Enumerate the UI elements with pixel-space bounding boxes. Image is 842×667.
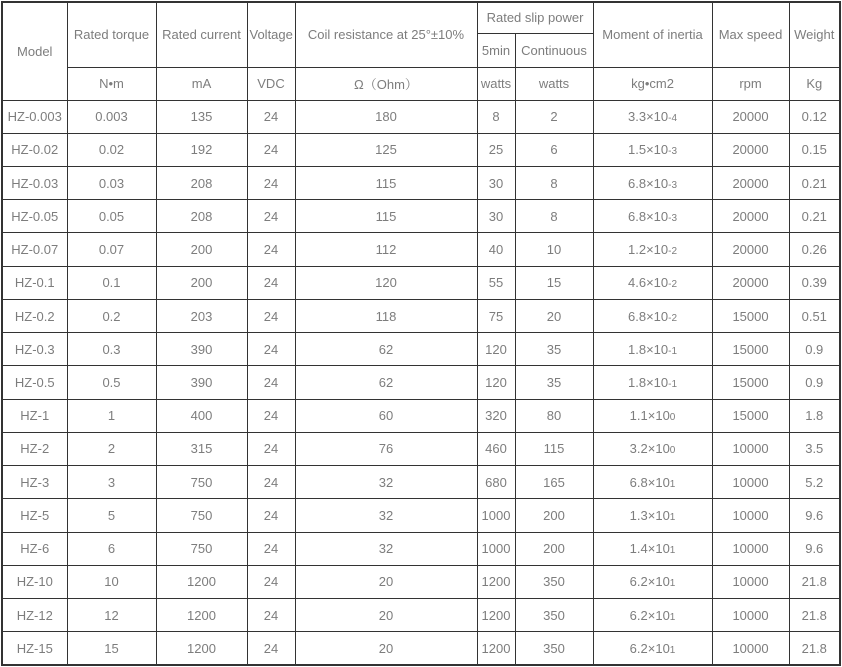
- cell-slip-power-5min: 1000: [477, 532, 515, 565]
- cell-coil-resistance: 115: [295, 166, 477, 199]
- cell-voltage: 24: [247, 532, 295, 565]
- cell-rated-torque: 0.07: [67, 233, 156, 266]
- cell-voltage: 24: [247, 599, 295, 632]
- cell-max-speed: 15000: [712, 366, 789, 399]
- cell-slip-power-continuous: 350: [515, 565, 593, 598]
- cell-slip-power-5min: 55: [477, 266, 515, 299]
- col-header-rated-slip-power: Rated slip power: [477, 2, 593, 33]
- cell-slip-power-continuous: 115: [515, 432, 593, 465]
- cell-slip-power-5min: 120: [477, 366, 515, 399]
- cell-max-speed: 15000: [712, 299, 789, 332]
- cell-voltage: 24: [247, 399, 295, 432]
- cell-max-speed: 20000: [712, 166, 789, 199]
- cell-model: HZ-6: [2, 532, 67, 565]
- cell-moment-of-inertia: 1.8×10-1: [593, 366, 712, 399]
- table-row: [2, 200, 840, 233]
- cell-model: HZ-0.07: [2, 233, 67, 266]
- cell-coil-resistance: 62: [295, 366, 477, 399]
- cell-rated-torque: 0.5: [67, 366, 156, 399]
- table-row: [2, 366, 840, 399]
- cell-weight: 9.6: [789, 499, 840, 532]
- cell-rated-current: 750: [156, 499, 247, 532]
- cell-rated-current: 1200: [156, 565, 247, 598]
- col-header-slip-continuous: Continuous: [515, 33, 593, 67]
- cell-slip-power-continuous: 80: [515, 399, 593, 432]
- cell-rated-current: 390: [156, 333, 247, 366]
- col-header-weight: Weight: [789, 2, 840, 67]
- unit-slip-continuous: watts: [515, 67, 593, 100]
- table-row: [2, 565, 840, 598]
- cell-coil-resistance: 32: [295, 499, 477, 532]
- cell-rated-torque: 0.05: [67, 200, 156, 233]
- unit-slip-5min: watts: [477, 67, 515, 100]
- cell-model: HZ-0.003: [2, 100, 67, 133]
- col-header-slip-5min: 5min: [477, 33, 515, 67]
- cell-moment-of-inertia: 6.2×101: [593, 599, 712, 632]
- cell-max-speed: 20000: [712, 133, 789, 166]
- cell-max-speed: 20000: [712, 200, 789, 233]
- cell-weight: 0.9: [789, 333, 840, 366]
- cell-weight: 21.8: [789, 632, 840, 665]
- cell-weight: 21.8: [789, 599, 840, 632]
- cell-weight: 0.12: [789, 100, 840, 133]
- cell-coil-resistance: 32: [295, 532, 477, 565]
- cell-slip-power-5min: 1200: [477, 565, 515, 598]
- cell-max-speed: 10000: [712, 499, 789, 532]
- cell-model: HZ-0.1: [2, 266, 67, 299]
- cell-rated-current: 390: [156, 366, 247, 399]
- col-header-rated-current: Rated current: [156, 2, 247, 67]
- table-row: [2, 233, 840, 266]
- cell-moment-of-inertia: 6.8×10-3: [593, 166, 712, 199]
- cell-rated-current: 750: [156, 532, 247, 565]
- cell-slip-power-5min: 680: [477, 466, 515, 499]
- exponent: 1: [669, 511, 676, 523]
- cell-coil-resistance: 62: [295, 333, 477, 366]
- cell-rated-current: 400: [156, 399, 247, 432]
- cell-slip-power-continuous: 35: [515, 366, 593, 399]
- cell-weight: 0.26: [789, 233, 840, 266]
- cell-voltage: 24: [247, 565, 295, 598]
- cell-voltage: 24: [247, 333, 295, 366]
- cell-rated-torque: 12: [67, 599, 156, 632]
- exponent: 0: [669, 412, 676, 424]
- exponent: -4: [668, 113, 678, 125]
- exponent: -3: [668, 146, 678, 158]
- col-header-moment-of-inertia: Moment of inertia: [593, 2, 712, 67]
- exponent: 1: [669, 644, 676, 656]
- header-row-units: [2, 67, 840, 100]
- table-row: [2, 399, 840, 432]
- cell-weight: 0.21: [789, 166, 840, 199]
- table-row: [2, 599, 840, 632]
- cell-rated-current: 750: [156, 466, 247, 499]
- cell-max-speed: 10000: [712, 565, 789, 598]
- cell-moment-of-inertia: 6.8×101: [593, 466, 712, 499]
- cell-rated-current: 208: [156, 200, 247, 233]
- cell-slip-power-continuous: 15: [515, 266, 593, 299]
- cell-moment-of-inertia: 1.8×10-1: [593, 333, 712, 366]
- table-row: [2, 100, 840, 133]
- cell-slip-power-continuous: 8: [515, 200, 593, 233]
- cell-voltage: 24: [247, 233, 295, 266]
- cell-voltage: 24: [247, 366, 295, 399]
- cell-voltage: 24: [247, 200, 295, 233]
- cell-rated-torque: 0.3: [67, 333, 156, 366]
- cell-model: HZ-2: [2, 432, 67, 465]
- exponent: -2: [668, 312, 678, 324]
- exponent: -1: [668, 345, 678, 357]
- cell-max-speed: 20000: [712, 233, 789, 266]
- unit-inertia: kg•cm2: [593, 67, 712, 100]
- cell-slip-power-5min: 75: [477, 299, 515, 332]
- unit-speed: rpm: [712, 67, 789, 100]
- cell-coil-resistance: 20: [295, 599, 477, 632]
- cell-model: HZ-0.02: [2, 133, 67, 166]
- exponent: 1: [669, 478, 676, 490]
- cell-rated-torque: 0.1: [67, 266, 156, 299]
- cell-weight: 0.51: [789, 299, 840, 332]
- cell-coil-resistance: 115: [295, 200, 477, 233]
- cell-slip-power-continuous: 165: [515, 466, 593, 499]
- cell-rated-torque: 15: [67, 632, 156, 665]
- cell-coil-resistance: 60: [295, 399, 477, 432]
- cell-weight: 21.8: [789, 565, 840, 598]
- cell-slip-power-5min: 25: [477, 133, 515, 166]
- table-row: [2, 133, 840, 166]
- cell-model: HZ-1: [2, 399, 67, 432]
- exponent: -1: [668, 378, 678, 390]
- cell-max-speed: 15000: [712, 399, 789, 432]
- exponent: -2: [668, 246, 678, 258]
- cell-weight: 0.15: [789, 133, 840, 166]
- cell-slip-power-continuous: 200: [515, 532, 593, 565]
- cell-weight: 0.21: [789, 200, 840, 233]
- cell-slip-power-continuous: 6: [515, 133, 593, 166]
- header-row-1: [2, 2, 840, 33]
- cell-weight: 1.8: [789, 399, 840, 432]
- table-row: [2, 299, 840, 332]
- cell-max-speed: 20000: [712, 100, 789, 133]
- cell-model: HZ-3: [2, 466, 67, 499]
- cell-moment-of-inertia: 3.2×100: [593, 432, 712, 465]
- exponent: -2: [668, 279, 678, 291]
- cell-voltage: 24: [247, 133, 295, 166]
- cell-slip-power-continuous: 350: [515, 632, 593, 665]
- cell-slip-power-continuous: 200: [515, 499, 593, 532]
- cell-coil-resistance: 32: [295, 466, 477, 499]
- cell-coil-resistance: 120: [295, 266, 477, 299]
- cell-rated-current: 208: [156, 166, 247, 199]
- cell-rated-torque: 0.003: [67, 100, 156, 133]
- cell-rated-torque: 1: [67, 399, 156, 432]
- cell-voltage: 24: [247, 432, 295, 465]
- cell-max-speed: 20000: [712, 266, 789, 299]
- table-row: [2, 499, 840, 532]
- cell-slip-power-continuous: 35: [515, 333, 593, 366]
- exponent: 1: [669, 611, 676, 623]
- cell-rated-current: 1200: [156, 632, 247, 665]
- cell-max-speed: 10000: [712, 632, 789, 665]
- cell-model: HZ-15: [2, 632, 67, 665]
- cell-max-speed: 15000: [712, 333, 789, 366]
- cell-coil-resistance: 76: [295, 432, 477, 465]
- cell-moment-of-inertia: 1.4×101: [593, 532, 712, 565]
- cell-moment-of-inertia: 1.5×10-3: [593, 133, 712, 166]
- cell-moment-of-inertia: 6.2×101: [593, 632, 712, 665]
- cell-slip-power-continuous: 350: [515, 599, 593, 632]
- cell-coil-resistance: 20: [295, 565, 477, 598]
- spec-table: [1, 1, 841, 666]
- cell-coil-resistance: 112: [295, 233, 477, 266]
- cell-slip-power-continuous: 10: [515, 233, 593, 266]
- cell-max-speed: 10000: [712, 466, 789, 499]
- cell-voltage: 24: [247, 466, 295, 499]
- cell-rated-current: 192: [156, 133, 247, 166]
- table-header: [2, 2, 840, 100]
- col-header-rated-torque: Rated torque: [67, 2, 156, 67]
- cell-slip-power-5min: 40: [477, 233, 515, 266]
- cell-voltage: 24: [247, 499, 295, 532]
- cell-voltage: 24: [247, 266, 295, 299]
- cell-model: HZ-0.05: [2, 200, 67, 233]
- unit-current: mA: [156, 67, 247, 100]
- cell-weight: 5.2: [789, 466, 840, 499]
- table-row: [2, 333, 840, 366]
- cell-coil-resistance: 118: [295, 299, 477, 332]
- cell-rated-current: 135: [156, 100, 247, 133]
- col-header-model: Model: [2, 2, 67, 100]
- cell-weight: 3.5: [789, 432, 840, 465]
- cell-rated-torque: 0.03: [67, 166, 156, 199]
- cell-slip-power-5min: 30: [477, 200, 515, 233]
- cell-slip-power-5min: 1200: [477, 599, 515, 632]
- cell-rated-torque: 3: [67, 466, 156, 499]
- cell-model: HZ-5: [2, 499, 67, 532]
- unit-weight: Kg: [789, 67, 840, 100]
- cell-rated-current: 200: [156, 266, 247, 299]
- cell-model: HZ-12: [2, 599, 67, 632]
- cell-model: HZ-10: [2, 565, 67, 598]
- unit-resistance: Ω（Ohm）: [295, 67, 477, 100]
- cell-slip-power-5min: 1200: [477, 632, 515, 665]
- cell-rated-torque: 10: [67, 565, 156, 598]
- exponent: 0: [669, 445, 676, 457]
- cell-moment-of-inertia: 3.3×10-4: [593, 100, 712, 133]
- cell-weight: 9.6: [789, 532, 840, 565]
- cell-rated-current: 1200: [156, 599, 247, 632]
- col-header-coil-resistance: Coil resistance at 25°±10%: [295, 2, 477, 67]
- cell-rated-current: 200: [156, 233, 247, 266]
- cell-max-speed: 10000: [712, 532, 789, 565]
- table-row: [2, 532, 840, 565]
- cell-moment-of-inertia: 1.1×100: [593, 399, 712, 432]
- unit-torque: N•m: [67, 67, 156, 100]
- cell-moment-of-inertia: 6.8×10-2: [593, 299, 712, 332]
- cell-weight: 0.9: [789, 366, 840, 399]
- cell-slip-power-5min: 30: [477, 166, 515, 199]
- cell-moment-of-inertia: 6.8×10-3: [593, 200, 712, 233]
- cell-model: HZ-0.03: [2, 166, 67, 199]
- col-header-voltage: Voltage: [247, 2, 295, 67]
- cell-moment-of-inertia: 1.2×10-2: [593, 233, 712, 266]
- table-body: [2, 100, 840, 665]
- cell-max-speed: 10000: [712, 599, 789, 632]
- cell-coil-resistance: 180: [295, 100, 477, 133]
- cell-slip-power-5min: 8: [477, 100, 515, 133]
- exponent: -3: [668, 179, 678, 191]
- cell-rated-current: 203: [156, 299, 247, 332]
- cell-rated-current: 315: [156, 432, 247, 465]
- cell-rated-torque: 6: [67, 532, 156, 565]
- cell-voltage: 24: [247, 632, 295, 665]
- cell-moment-of-inertia: 1.3×101: [593, 499, 712, 532]
- cell-slip-power-5min: 1000: [477, 499, 515, 532]
- cell-rated-torque: 2: [67, 432, 156, 465]
- cell-coil-resistance: 125: [295, 133, 477, 166]
- cell-moment-of-inertia: 4.6×10-2: [593, 266, 712, 299]
- cell-coil-resistance: 20: [295, 632, 477, 665]
- cell-slip-power-5min: 460: [477, 432, 515, 465]
- cell-slip-power-continuous: 2: [515, 100, 593, 133]
- cell-slip-power-5min: 120: [477, 333, 515, 366]
- cell-voltage: 24: [247, 299, 295, 332]
- unit-voltage: VDC: [247, 67, 295, 100]
- cell-slip-power-continuous: 8: [515, 166, 593, 199]
- cell-voltage: 24: [247, 166, 295, 199]
- cell-max-speed: 10000: [712, 432, 789, 465]
- exponent: 1: [669, 578, 676, 590]
- table-row: [2, 432, 840, 465]
- table-row: [2, 166, 840, 199]
- exponent: -3: [668, 212, 678, 224]
- cell-rated-torque: 0.02: [67, 133, 156, 166]
- cell-moment-of-inertia: 6.2×101: [593, 565, 712, 598]
- cell-weight: 0.39: [789, 266, 840, 299]
- exponent: 1: [669, 545, 676, 557]
- cell-model: HZ-0.2: [2, 299, 67, 332]
- table-row: [2, 632, 840, 665]
- cell-rated-torque: 0.2: [67, 299, 156, 332]
- cell-slip-power-5min: 320: [477, 399, 515, 432]
- table-row: [2, 266, 840, 299]
- cell-slip-power-continuous: 20: [515, 299, 593, 332]
- cell-model: HZ-0.3: [2, 333, 67, 366]
- col-header-max-speed: Max speed: [712, 2, 789, 67]
- cell-rated-torque: 5: [67, 499, 156, 532]
- cell-model: HZ-0.5: [2, 366, 67, 399]
- table-row: [2, 466, 840, 499]
- cell-voltage: 24: [247, 100, 295, 133]
